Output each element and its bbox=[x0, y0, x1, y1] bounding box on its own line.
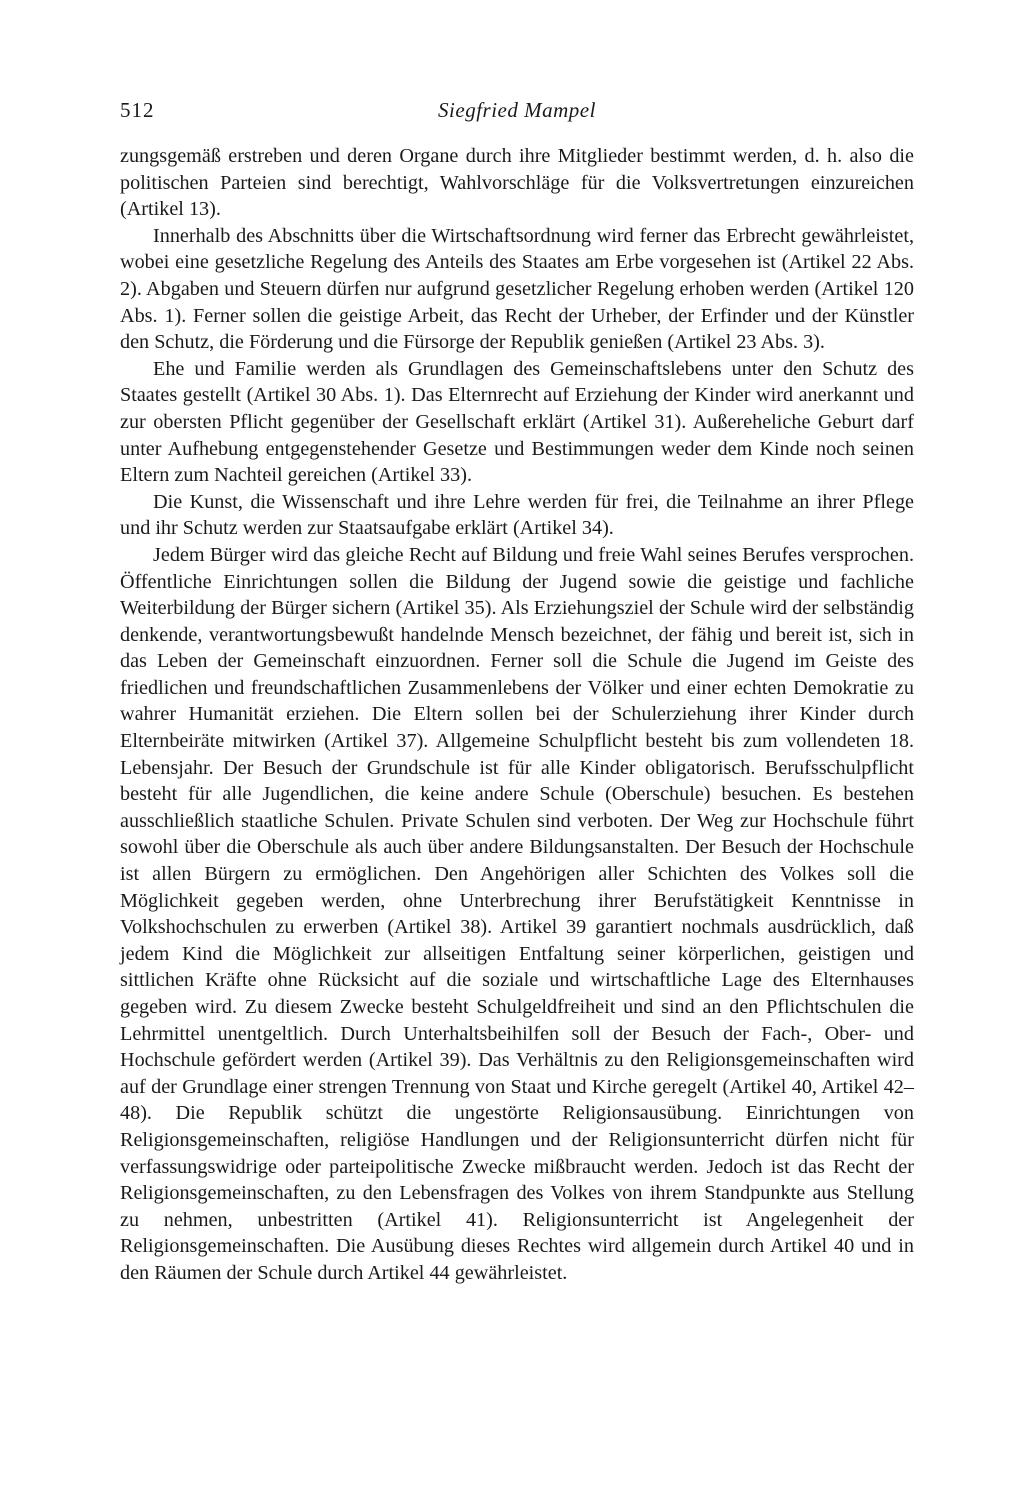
paragraph-continuation: zungsgemäß erstreben und deren Organe durch ihre Mitglieder bestimmt werden, d. h. also die politischen Parteien sind berechtigt, Wahlvorschläge für die Volksvertretungen einzureichen (Artikel 13). bbox=[120, 145, 914, 221]
running-title: Siegfried Mampel bbox=[438, 98, 596, 122]
paragraph-arts: Die Kunst, die Wissenschaft und ihre Lehre werden für frei, die Teilnahme an ihrer Pflege und ihr Schutz werden zur Staatsaufgabe erklärt (Artikel 34). bbox=[120, 490, 914, 540]
page-number: 512 bbox=[120, 98, 155, 122]
paragraph-inheritance: Innerhalb des Abschnitts über die Wirtschaftsordnung wird ferner das Erbrecht gewährleistet, wobei eine gesetzliche Regelung des Anteils des Staates am Erbe vorgesehen ist (Artikel 22 Abs. 2). Abgaben und Steuern dürfen nur aufgrund gesetzlicher Regelung erhoben werden (Artikel 120 Abs. 1). Ferner sollen die geistige Arbeit, das Recht der Urheber, der Erfinder und der Künstler den Schutz, die Förderung und die Fürsorge der Republik genießen (Artikel 23 Abs. 3). bbox=[120, 224, 914, 354]
paragraph-family: Ehe und Familie werden als Grundlagen des Gemeinschaftslebens unter den Schutz des Staates gestellt (Artikel 30 Abs. 1). Das Elternrecht auf Erziehung der Kinder wird anerkannt und zur obersten Pflicht gegenüber der Gesellschaft erklärt (Artikel 31). Außereheliche Geburt darf unter Aufhebung entgegenstehender Gesetze und Bestimmungen weder dem Kinde noch seinen Eltern zum Nachteil gereichen (Artikel 33). bbox=[120, 357, 914, 487]
body-text bbox=[120, 143, 914, 1287]
paragraph-education: Jedem Bürger wird das gleiche Recht auf Bildung und freie Wahl seines Berufes versprochen. Öffentliche Einrichtungen sollen die Bildung der Jugend sowie die geistige und fachliche Weiterbildung der Bürger sichern (Artikel 35). Als Erziehungsziel der Schule wird der selbständig denkende, verantwortungsbewußt handelnde Mensch bezeichnet, der fähig und bereit ist, sich in das Leben der Gemeinschaft einzuordnen. Ferner soll die Schule die Jugend im Geiste des friedlichen und freundschaftlichen Zusammenlebens der Völker und einer echten Demokratie zu wahrer Humanität erziehen. Die Eltern sollen bei der Schulerziehung ihrer Kinder durch Elternbeiräte mitwirken (Artikel 37). Allgemeine Schulpflicht besteht bis zum vollendeten 18. Lebensjahr. Der Besuch der Grundschule ist für alle Kinder obligatorisch. Berufsschulpflicht besteht für alle Jugendlichen, die keine andere Schule (Oberschule) besuchen. Es bestehen ausschließlich staatliche Schulen. Private Schulen sind verboten. Der Weg zur Hochschule führt sowohl über die Oberschule als auch über andere Bildungsanstalten. Der Besuch der Hochschule ist allen Bürgern zu ermöglichen. Den Angehörigen aller Schichten des Volkes soll die Möglichkeit gegeben werden, ohne Unterbrechung ihrer Berufstätigkeit Kenntnisse in Volkshochschulen zu erwerben (Artikel 38). Artikel 39 garantiert nochmals ausdrücklich, daß jedem Kind die Möglichkeit zur allseitigen Entfaltung seiner körperlichen, geistigen und sittlichen Kräfte ohne Rücksicht auf die soziale und wirtschaftliche Lage des Elternhauses gegeben wird. Zu diesem Zwecke besteht Schulgeldfreiheit und sind an den Pflichtschulen die Lehrmittel unentgeltlich. Durch Unterhaltsbeihilfen soll der Besuch der Fach-, Ober- und Hochschule gefördert werden (Artikel 39). Das Verhältnis zu den Religionsgemeinschaften wird auf der Grundlage einer strengen Trennung von Staat und Kirche geregelt (Artikel 40, Artikel 42–48). Die Republik schützt die ungestörte Religionsausübung. Einrichtungen von Religionsgemeinschaften, religiöse Handlungen und der Religionsunterricht dürfen nicht für verfassungswidrige oder parteipolitische Zwecke mißbraucht werden. Jedoch ist das Recht der Religionsgemeinschaften, zu den Lebensfragen des Volkes von ihrem Standpunkte aus Stellung zu nehmen, unbestritten (Artikel 41). Religionsunterricht ist Angelegenheit der Religionsgemeinschaften. Die Ausübung dieses Rechtes wird allgemein durch Artikel 40 und in den Räumen der Schule durch Artikel 44 gewährleistet. bbox=[120, 543, 914, 1284]
running-head bbox=[120, 98, 914, 128]
